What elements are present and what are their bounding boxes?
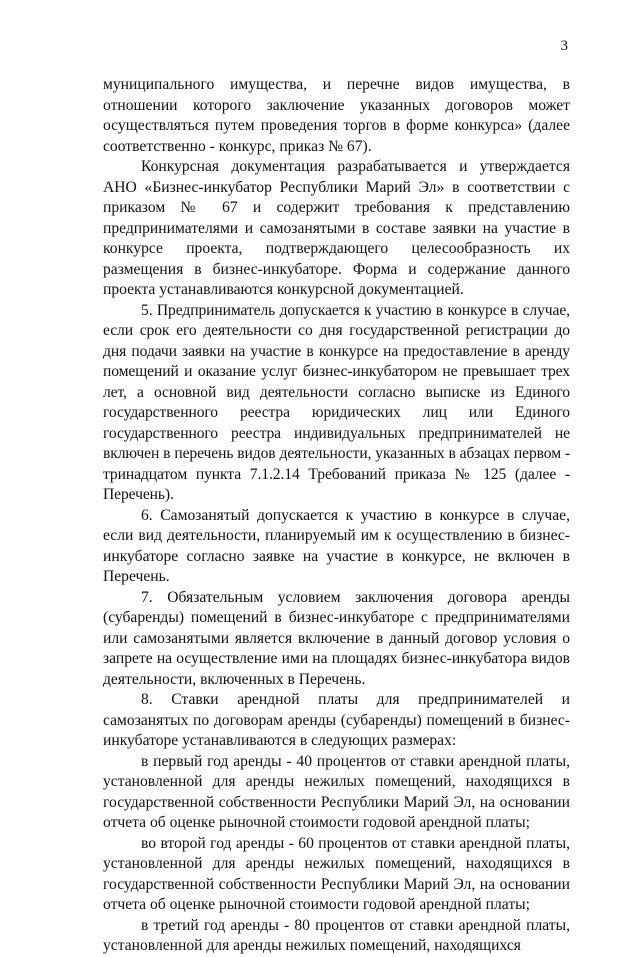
paragraph-first-year: в первый год аренды - 40 процентов от ставки арендной платы, установленной для аренды нежилых помещений, находящихся в государственной собственности Республики Марий Эл, на основании отчета об оценке рыночной стоимости годовой арендной платы; xyxy=(103,752,570,831)
paragraph-second-year: во второй год аренды - 60 процентов от ставки арендной платы, установленной для аренды нежилых помещений, находящихся в государственной собственности Республики Марий Эл, на основании отчета об оценке рыночной стоимости годовой арендной платы; xyxy=(103,834,570,913)
paragraph-continuation: муниципального имущества, и перечне видов имущества, в отношении которого заключение указанных договоров может осуществляться путем проведения торгов в форме конкурса» (далее соответственно - конкурс, приказ № 67). xyxy=(103,76,570,155)
paragraph-clause-6: 6. Самозанятый допускается к участию в конкурсе в случае, если вид деятельности, планируемый им к осуществлению в бизнес-инкубаторе согласно заявке на участие в конкурсе, не включен в Перечень. xyxy=(103,506,570,585)
paragraph-competition-docs: Конкурсная документация разрабатывается и утверждается АНО «Бизнес-инкубатор Республики Марий Эл» в соответствии с приказом № 67 и содержит требования к представлению предпринимателями и самозанятыми в составе заявки на участие в конкурсе проекта, подтверждающего целесообразность их размещения в бизнес-инкубаторе. Форма и содержание данного проекта устанавливаются конкурсной документацией. xyxy=(103,158,570,298)
page-number: 3 xyxy=(560,38,568,54)
paragraph-clause-7: 7. Обязательным условием заключения договора аренды (субаренды) помещений в бизнес-инкубаторе с предпринимателями или самозанятыми является включение в данный договор условия о запрете на осуществление ими на площадях бизнес-инкубатора видов деятельности, включенных в Перечень. xyxy=(103,588,570,688)
paragraph-clause-8: 8. Ставки арендной платы для предпринимателей и самозанятых по договорам аренды (субаренды) помещений в бизнес-инкубаторе устанавливаются в следующих размерах: xyxy=(103,691,570,749)
paragraph-clause-5: 5. Предприниматель допускается к участию в конкурсе в случае, если срок его деятельности со дня государственной регистрации до дня подачи заявки на участие в конкурсе на предоставление в аренду помещений и оказание услуг бизнес-инкубатором не превышает трех лет, а основной вид деятельности согласно выписке из Единого государственного реестра юридических лиц или Единого государственного реестра индивидуальных предпринимателей не включен в перечень видов деятельности, указанных в абзацах первом - тринадцатом пункта 7.1.2.14 Требований приказа № 125 (далее - Перечень). xyxy=(103,301,570,503)
document-body xyxy=(103,75,570,957)
paragraph-third-year: в третий год аренды - 80 процентов от ставки арендной платы, установленной для аренды нежилых помещений, находящихся xyxy=(103,916,570,954)
